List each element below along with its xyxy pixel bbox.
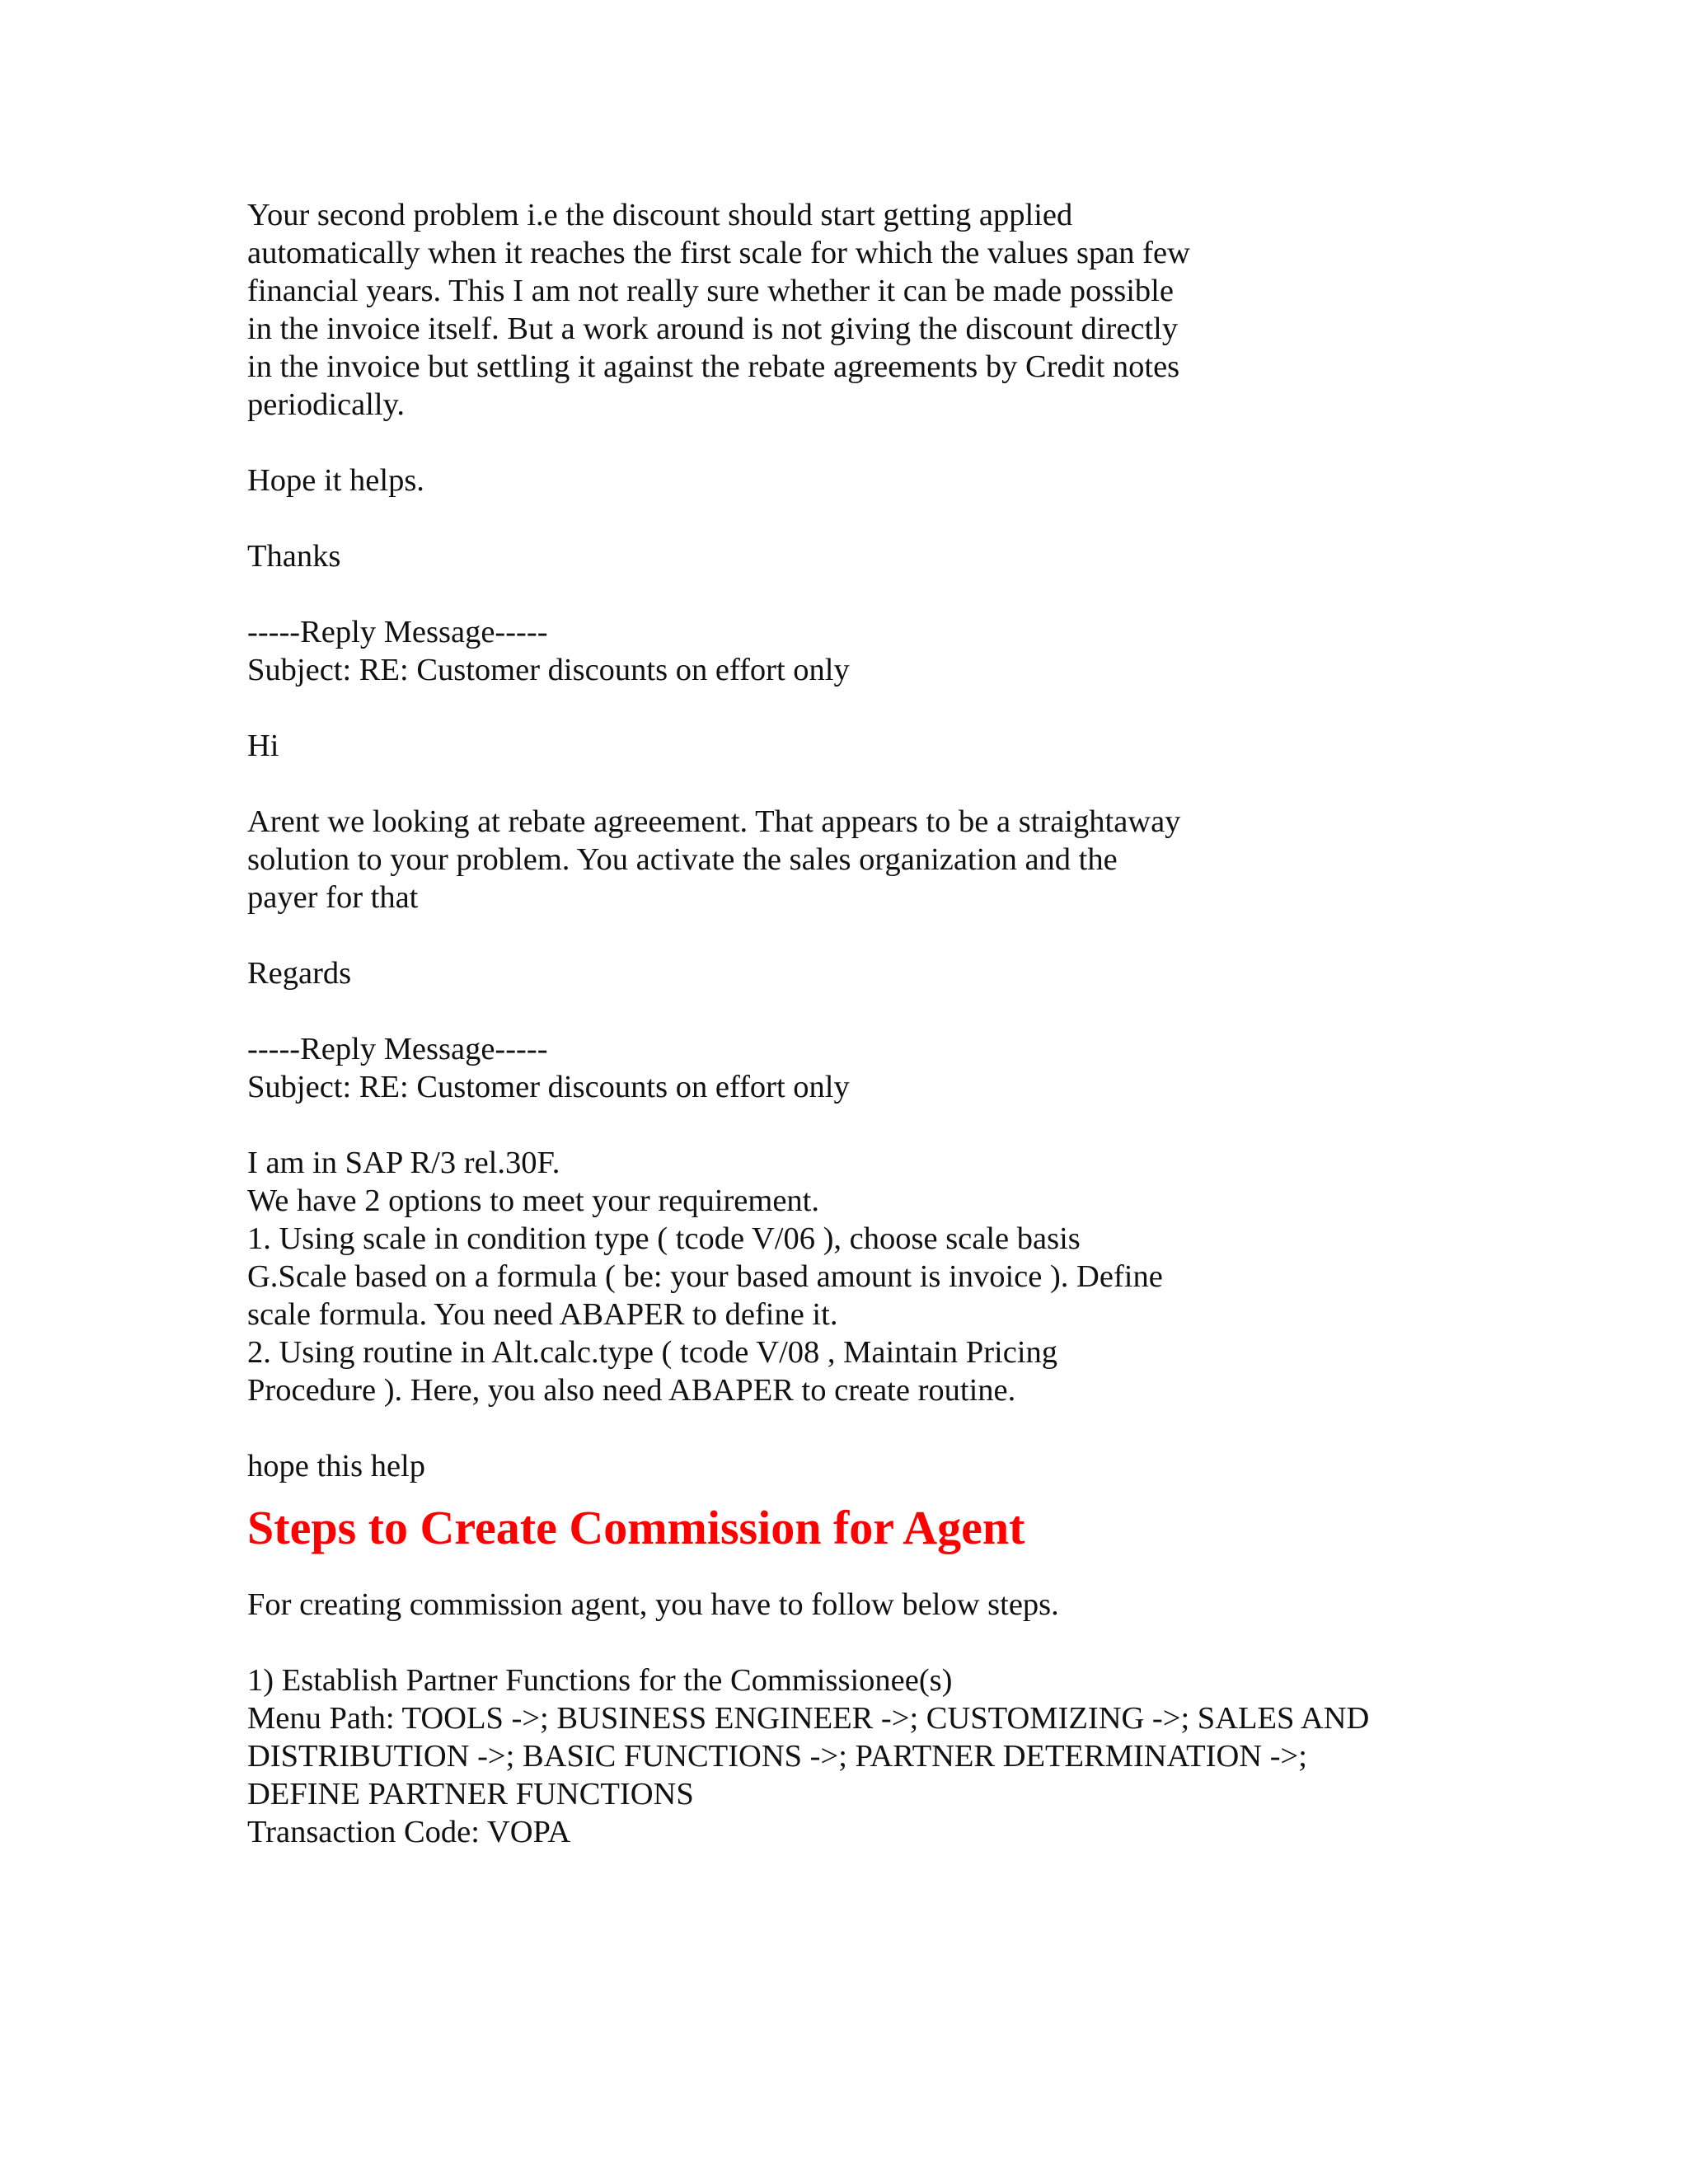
reply-header: -----Reply Message-----: [247, 1032, 548, 1066]
step-line: DISTRIBUTION ->; BASIC FUNCTIONS ->; PARTNER DETERMINATION ->;: [247, 1739, 1307, 1774]
reply1-header-block: [247, 613, 1467, 689]
reply-body-line: I am in SAP R/3 rel.30F.: [247, 1146, 560, 1180]
reply-body-line: 1. Using scale in condition type ( tcode V/06 ), choose scale basis: [247, 1221, 1081, 1256]
intro-line: periodically.: [247, 387, 405, 422]
step-line: 1) Establish Partner Functions for the Commissionee(s): [247, 1663, 953, 1698]
reply-body-line: 2. Using routine in Alt.calc.type ( tcode V/08 , Maintain Pricing: [247, 1335, 1058, 1370]
reply-subject: Subject: RE: Customer discounts on effort only: [247, 653, 850, 687]
step-line: Transaction Code: VOPA: [247, 1815, 571, 1849]
reply-body-line: We have 2 options to meet your requirement.: [247, 1183, 819, 1218]
section-intro: For creating commission agent, you have to follow below steps.: [247, 1587, 1059, 1622]
reply1-greeting-block: [247, 727, 1467, 765]
thanks-text: Thanks: [247, 539, 341, 574]
reply-header: -----Reply Message-----: [247, 615, 548, 649]
thanks-paragraph: [247, 537, 1467, 575]
hope-text: Hope it helps.: [247, 463, 424, 498]
section-heading: Steps to Create Commission for Agent: [247, 1501, 1025, 1554]
intro-line: automatically when it reaches the first scale for which the values span few: [247, 236, 1190, 270]
section-intro-paragraph: [247, 1586, 1467, 1624]
step1-block: [247, 1661, 1467, 1851]
reply1-body: [247, 803, 1467, 916]
document-body: [247, 196, 1467, 1889]
intro-line: financial years. This I am not really sure whether it can be made possible: [247, 274, 1174, 308]
reply-closing: Regards: [247, 956, 352, 991]
reply-body-line: Arent we looking at rebate agreeement. That appears to be a straightaway: [247, 804, 1181, 839]
reply-body-line: G.Scale based on a formula ( be: your based amount is invoice ). Define: [247, 1259, 1163, 1294]
reply-body-line: solution to your problem. You activate the sales organization and the: [247, 842, 1118, 877]
reply-greeting: Hi: [247, 729, 279, 763]
reply2-body: [247, 1144, 1467, 1409]
step-line: Menu Path: TOOLS ->; BUSINESS ENGINEER ->; CUSTOMIZING ->; SALES AND: [247, 1701, 1370, 1736]
step-line: DEFINE PARTNER FUNCTIONS: [247, 1777, 694, 1811]
hope-paragraph: [247, 462, 1467, 499]
reply-subject: Subject: RE: Customer discounts on effort only: [247, 1070, 850, 1104]
reply-body-line: Procedure ). Here, you also need ABAPER to create routine.: [247, 1373, 1016, 1408]
reply1-closing-block: [247, 954, 1467, 992]
reply-body-line: scale formula. You need ABAPER to define it.: [247, 1297, 838, 1332]
intro-line: in the invoice itself. But a work around is not giving the discount directly: [247, 312, 1179, 346]
intro-line: Your second problem i.e the discount should start getting applied: [247, 198, 1073, 232]
reply-closing: hope this help: [247, 1449, 425, 1483]
intro-paragraph: [247, 196, 1467, 424]
reply2-closing-block: [247, 1447, 1467, 1485]
reply-body-line: payer for that: [247, 880, 419, 915]
intro-line: in the invoice but settling it against the rebate agreements by Credit notes: [247, 349, 1180, 384]
reply2-header-block: [247, 1030, 1467, 1106]
